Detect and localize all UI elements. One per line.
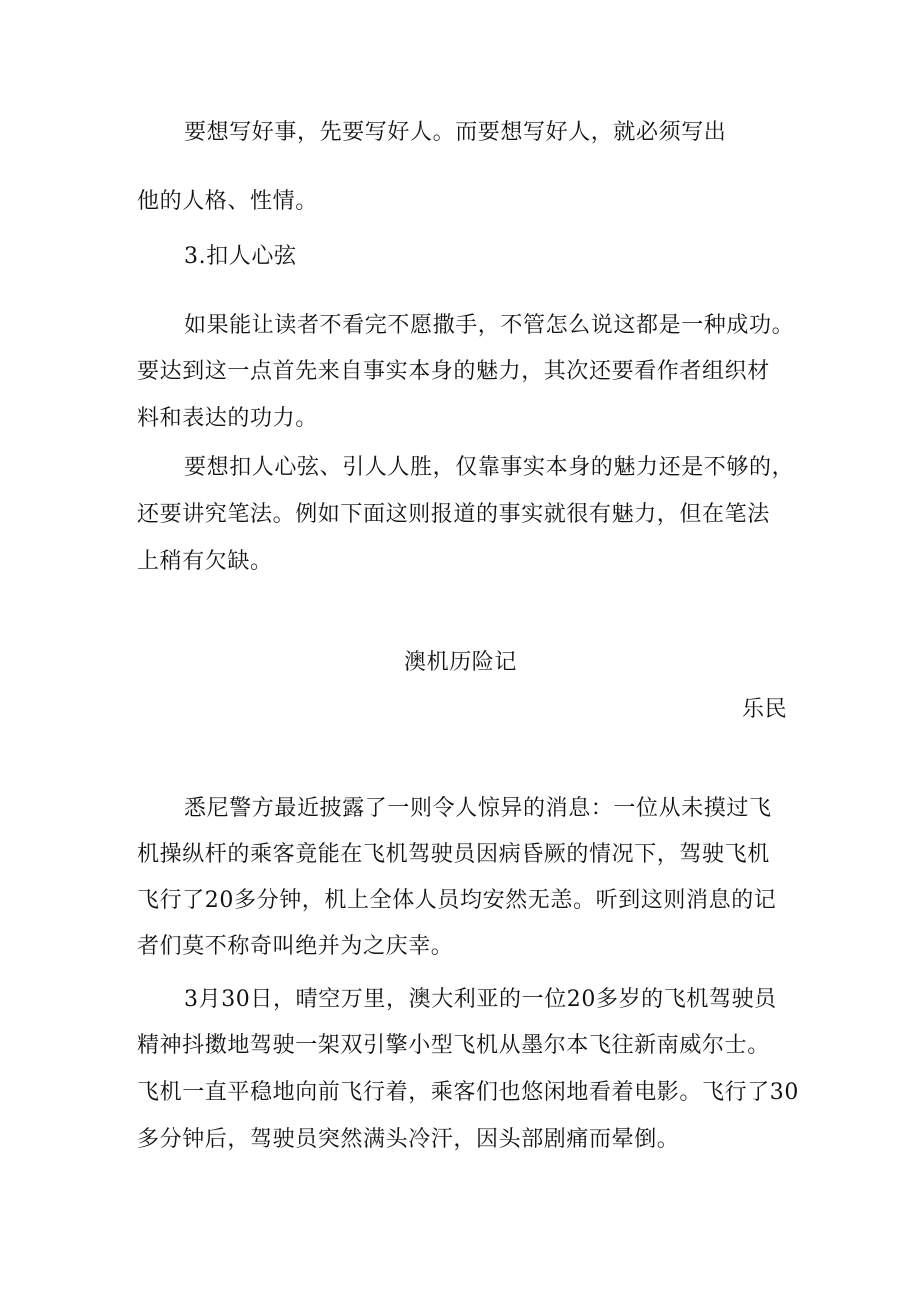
appeal-paragraph-line-3: 料和表达的功力。: [137, 406, 318, 431]
technique-paragraph-line-2: 还要讲究笔法。例如下面这则报道的事实就很有魅力，但在笔法: [137, 502, 770, 527]
article-author: 乐民: [742, 697, 788, 722]
intro-paragraph-line-1: 要想写好事，先要写好人。而要想写好人，就必须写出: [184, 120, 727, 145]
technique-paragraph-line-3: 上稍有欠缺。: [137, 549, 273, 574]
article-paragraph-2-line-1: 3月30日，晴空万里，澳大利亚的一位20多岁的飞机驾驶员: [184, 987, 777, 1012]
article-paragraph-1-line-4: 者们莫不称奇叫绝并为之庆幸。: [137, 934, 454, 959]
intro-paragraph-line-2: 他的人格、性情。: [137, 189, 318, 214]
section-heading: 3.扣人心弦: [184, 244, 297, 269]
technique-paragraph-line-1: 要想扣人心弦、引人人胜，仅靠事实本身的魅力还是不够的，: [184, 455, 795, 480]
article-paragraph-1-line-1: 悉尼警方最近披露了一则令人惊异的消息：一位从未摸过飞: [184, 796, 772, 821]
article-paragraph-2-line-3: 飞机一直平稳地向前飞行着，乘客们也悠闲地看着电影。飞行了30: [137, 1080, 799, 1105]
article-paragraph-1-line-2: 机操纵杆的乘客竟能在飞机驾驶员因病昏厥的情况下，驾驶飞机: [137, 842, 770, 867]
article-paragraph-2-line-2: 精神抖擞地驾驶一架双引擎小型飞机从墨尔本飞往新南威尔士。: [137, 1033, 770, 1058]
article-paragraph-2-line-4: 多分钟后，驾驶员突然满头冷汗，因头部剧痛而晕倒。: [137, 1127, 680, 1152]
appeal-paragraph-line-1: 如果能让读者不看完不愿撒手，不管怎么说这都是一种成功。: [184, 313, 795, 338]
article-paragraph-1-line-3: 飞行了20多分钟，机上全体人员均安然无恙。听到这则消息的记: [137, 888, 777, 913]
appeal-paragraph-line-2: 要达到这一点首先来自事实本身的魅力，其次还要看作者组织材: [137, 359, 770, 384]
article-title: 澳机历险记: [404, 650, 518, 675]
